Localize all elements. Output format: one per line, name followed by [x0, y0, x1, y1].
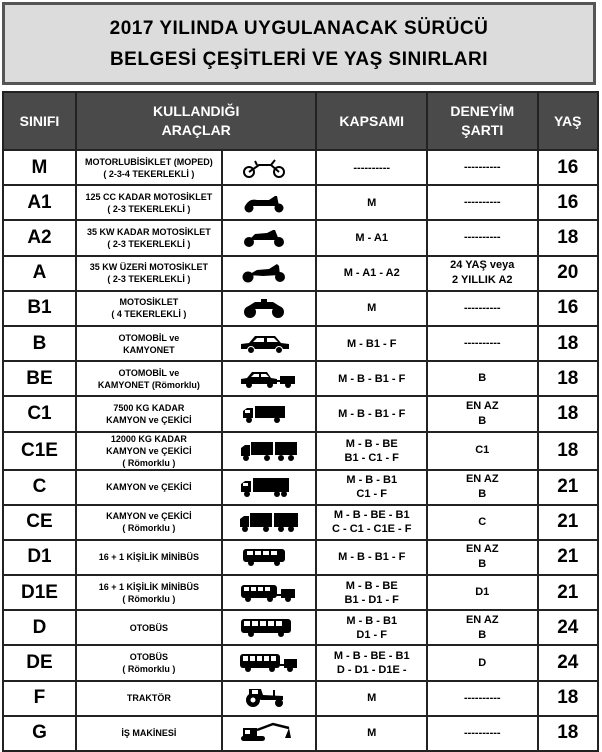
- vehicle-description: OTOBÜS: [76, 610, 222, 645]
- vehicle-icon-cell: [222, 256, 317, 291]
- vehicle-description: 12000 KG KADAR KAMYON ve ÇEKİCİ ( Römorklu ): [76, 432, 222, 470]
- experience-cell: D: [427, 645, 538, 680]
- car-trailer-icon: [223, 368, 316, 390]
- moped-icon: [223, 157, 316, 179]
- experience-cell: ----------: [427, 716, 538, 751]
- vehicle-icon-cell: [222, 291, 317, 326]
- scooter-icon: [223, 192, 316, 214]
- class-cell: C1: [3, 396, 76, 431]
- minibus-icon: [223, 546, 316, 568]
- header-experience: DENEYİM ŞARTI: [427, 92, 538, 150]
- excavator-icon: [223, 722, 316, 744]
- table-row: [3, 645, 598, 680]
- age-cell: 24: [538, 610, 598, 645]
- title-line-2: BELGESİ ÇEŞİTLERİ VE YAŞ SINIRLARI: [109, 48, 489, 70]
- age-cell: 18: [538, 326, 598, 361]
- title-box: [2, 2, 596, 85]
- table-row: [3, 256, 598, 291]
- vehicle-icon-cell: [222, 610, 317, 645]
- table-row: [3, 326, 598, 361]
- table-row: [3, 470, 598, 505]
- scope-cell: M - B - B1 C1 - F: [316, 470, 427, 505]
- vehicle-icon-cell: [222, 326, 317, 361]
- scope-cell: M: [316, 681, 427, 716]
- age-cell: 21: [538, 505, 598, 540]
- scope-cell: M: [316, 716, 427, 751]
- vehicle-icon-cell: [222, 361, 317, 396]
- experience-cell: EN AZ B: [427, 396, 538, 431]
- class-cell: A2: [3, 220, 76, 255]
- experience-cell: 24 YAŞ veya 2 YILLIK A2: [427, 256, 538, 291]
- scope-cell: M - B - BE B1 - C1 - F: [316, 432, 427, 470]
- scope-cell: M - B1 - F: [316, 326, 427, 361]
- vehicle-description: 35 KW ÜZERİ MOTOSİKLET ( 2-3 TEKERLEKLİ ): [76, 256, 222, 291]
- quad-icon: [223, 297, 316, 319]
- scope-cell: M - B - B1 - F: [316, 396, 427, 431]
- class-cell: A1: [3, 185, 76, 220]
- scope-cell: ----------: [316, 150, 427, 185]
- vehicle-icon-cell: [222, 432, 317, 470]
- table-row: [3, 361, 598, 396]
- experience-cell: ----------: [427, 326, 538, 361]
- header-class: SINIFI: [3, 92, 76, 150]
- license-table: [2, 91, 599, 752]
- vehicle-icon-cell: [222, 681, 317, 716]
- age-cell: 24: [538, 645, 598, 680]
- age-cell: 18: [538, 432, 598, 470]
- minibus-trailer-icon: [223, 582, 316, 604]
- experience-cell: EN AZ B: [427, 610, 538, 645]
- table-row: [3, 716, 598, 751]
- class-cell: M: [3, 150, 76, 185]
- scope-cell: M - A1: [316, 220, 427, 255]
- title-line-1: 2017 YILINDA UYGULANACAK SÜRÜCÜ: [109, 17, 489, 39]
- motorcycle-icon: [223, 227, 316, 249]
- class-cell: C1E: [3, 432, 76, 470]
- age-cell: 21: [538, 575, 598, 610]
- table-row: [3, 396, 598, 431]
- class-cell: F: [3, 681, 76, 716]
- scope-cell: M: [316, 291, 427, 326]
- scope-cell: M - B - B1 D1 - F: [316, 610, 427, 645]
- bus-icon: [223, 617, 316, 639]
- vehicle-icon-cell: [222, 185, 317, 220]
- scope-cell: M - B - BE B1 - D1 - F: [316, 575, 427, 610]
- chopper-icon: [223, 262, 316, 284]
- experience-cell: C1: [427, 432, 538, 470]
- age-cell: 18: [538, 220, 598, 255]
- experience-cell: ----------: [427, 150, 538, 185]
- vehicle-description: 7500 KG KADAR KAMYON ve ÇEKİCİ: [76, 396, 222, 431]
- table-row: [3, 540, 598, 575]
- vehicle-icon-cell: [222, 150, 317, 185]
- vehicle-icon-cell: [222, 575, 317, 610]
- scope-cell: M - B - BE - B1 D - D1 - D1E -: [316, 645, 427, 680]
- class-cell: B1: [3, 291, 76, 326]
- bus-trailer-icon: [223, 652, 316, 674]
- vehicle-description: 16 + 1 KİŞİLİK MİNİBÜS: [76, 540, 222, 575]
- tractor-icon: [223, 687, 316, 709]
- age-cell: 18: [538, 716, 598, 751]
- class-cell: G: [3, 716, 76, 751]
- big-truck-trailer-icon: [223, 511, 316, 533]
- car-icon: [223, 333, 316, 355]
- class-cell: DE: [3, 645, 76, 680]
- scope-cell: M - B - B1 - F: [316, 361, 427, 396]
- vehicle-description: 125 CC KADAR MOTOSİKLET ( 2-3 TEKERLEKLİ ): [76, 185, 222, 220]
- class-cell: B: [3, 326, 76, 361]
- scope-cell: M - B - B1 - F: [316, 540, 427, 575]
- table-row: [3, 575, 598, 610]
- scope-cell: M: [316, 185, 427, 220]
- vehicle-description: İŞ MAKİNESİ: [76, 716, 222, 751]
- vehicle-icon-cell: [222, 396, 317, 431]
- class-cell: A: [3, 256, 76, 291]
- vehicle-description: TRAKTÖR: [76, 681, 222, 716]
- experience-cell: ----------: [427, 291, 538, 326]
- scope-cell: M - B - BE - B1 C - C1 - C1E - F: [316, 505, 427, 540]
- truck-icon: [223, 476, 316, 498]
- vehicle-icon-cell: [222, 470, 317, 505]
- experience-cell: ----------: [427, 681, 538, 716]
- age-cell: 21: [538, 470, 598, 505]
- age-cell: 18: [538, 396, 598, 431]
- vehicle-icon-cell: [222, 505, 317, 540]
- vehicle-description: MOTOSİKLET ( 4 TEKERLEKLİ ): [76, 291, 222, 326]
- vehicle-icon-cell: [222, 540, 317, 575]
- age-cell: 21: [538, 540, 598, 575]
- experience-cell: C: [427, 505, 538, 540]
- vehicle-description: KAMYON ve ÇEKİCİ ( Römorklu ): [76, 505, 222, 540]
- table-row: [3, 220, 598, 255]
- class-cell: CE: [3, 505, 76, 540]
- class-cell: D1: [3, 540, 76, 575]
- class-cell: D: [3, 610, 76, 645]
- experience-cell: B: [427, 361, 538, 396]
- table-row: [3, 681, 598, 716]
- header-vehicles: KULLANDIĞI ARAÇLAR: [76, 92, 317, 150]
- experience-cell: ----------: [427, 220, 538, 255]
- class-cell: D1E: [3, 575, 76, 610]
- age-cell: 20: [538, 256, 598, 291]
- age-cell: 16: [538, 185, 598, 220]
- experience-cell: ----------: [427, 185, 538, 220]
- vehicle-description: OTOBÜS ( Römorklu ): [76, 645, 222, 680]
- vehicle-icon-cell: [222, 716, 317, 751]
- small-truck-icon: [223, 403, 316, 425]
- age-cell: 16: [538, 291, 598, 326]
- vehicle-description: OTOMOBİL ve KAMYONET (Römorklu): [76, 361, 222, 396]
- table-row: [3, 291, 598, 326]
- vehicle-description: OTOMOBİL ve KAMYONET: [76, 326, 222, 361]
- vehicle-description: 35 KW KADAR MOTOSİKLET ( 2-3 TEKERLEKLİ ): [76, 220, 222, 255]
- header-scope: KAPSAMI: [316, 92, 427, 150]
- vehicle-icon-cell: [222, 645, 317, 680]
- table-row: [3, 185, 598, 220]
- vehicle-description: MOTORLUBİSİKLET (MOPED) ( 2-3-4 TEKERLEKLİ ): [76, 150, 222, 185]
- table-row: [3, 610, 598, 645]
- age-cell: 18: [538, 361, 598, 396]
- vehicle-description: 16 + 1 KİŞİLİK MİNİBÜS ( Römorklu ): [76, 575, 222, 610]
- experience-cell: EN AZ B: [427, 540, 538, 575]
- experience-cell: D1: [427, 575, 538, 610]
- vehicle-icon-cell: [222, 220, 317, 255]
- age-cell: 18: [538, 681, 598, 716]
- class-cell: C: [3, 470, 76, 505]
- table-row: [3, 150, 598, 185]
- header-age: YAŞ: [538, 92, 598, 150]
- scope-cell: M - A1 - A2: [316, 256, 427, 291]
- age-cell: 16: [538, 150, 598, 185]
- truck-trailer-icon: [223, 440, 316, 462]
- experience-cell: EN AZ B: [427, 470, 538, 505]
- vehicle-description: KAMYON ve ÇEKİCİ: [76, 470, 222, 505]
- table-row: [3, 432, 598, 470]
- header-row: [3, 92, 598, 150]
- table-row: [3, 505, 598, 540]
- class-cell: BE: [3, 361, 76, 396]
